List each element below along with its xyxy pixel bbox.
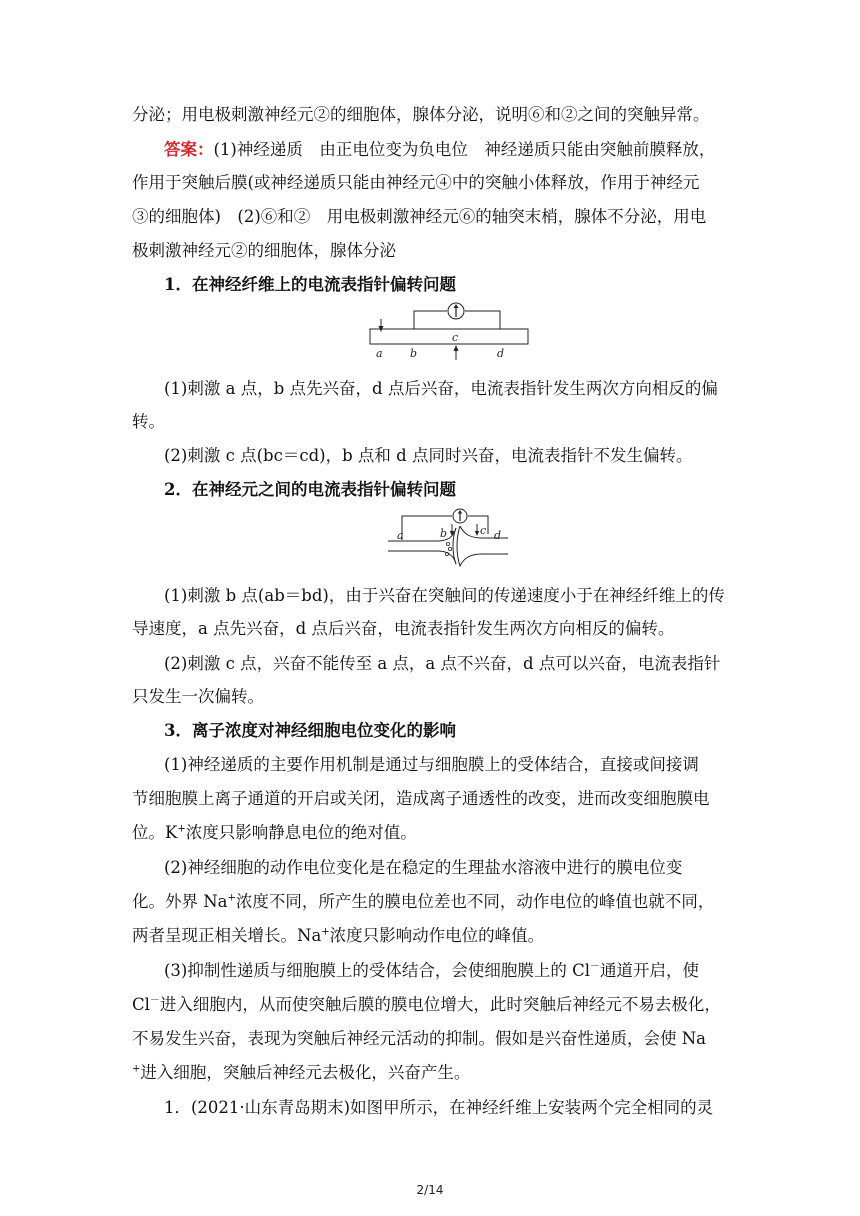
section-heading: 2．在神经元之间的电流表指针偏转问题 bbox=[164, 480, 456, 499]
text-line: +进入细胞，突触后神经元去极化，兴奋产生。 bbox=[132, 1063, 471, 1082]
text-line: 节细胞膜上离子通道的开启或关闭，造成离子通透性的改变，进而改变细胞膜电 bbox=[132, 789, 710, 808]
point-label-c: c bbox=[452, 331, 459, 344]
text-line: 只发生一次偏转。 bbox=[132, 687, 264, 706]
text-line: (2)刺激 c 点，兴奋不能传至 a 点，a 点不兴奋，d 点可以兴奋，电流表指针 bbox=[164, 654, 721, 673]
text-line: (1)刺激 b 点(ab＝bd)，由于兴奋在突触间的传递速度小于在神经纤维上的传 bbox=[164, 586, 725, 605]
text-line: Cl－进入细胞内，从而使突触后膜的膜电位增大，此时突触后神经元不易去极化， bbox=[132, 995, 721, 1014]
text-line: 不易发生兴奋，表现为突触后神经元活动的抑制。假如是兴奋性递质，会使 Na bbox=[132, 1029, 707, 1048]
point-label-c: c bbox=[480, 524, 487, 537]
point-label-b: b bbox=[440, 527, 448, 540]
point-label-a: a bbox=[376, 347, 383, 360]
text-line: (1)刺激 a 点，b 点先兴奋，d 点后兴奋，电流表指针发生两次方向相反的偏 bbox=[164, 379, 718, 398]
synapse-diagram bbox=[386, 502, 510, 572]
text-line: (2)神经细胞的动作电位变化是在稳定的生理盐水溶液中进行的膜电位变 bbox=[164, 858, 683, 877]
text-line: ③的细胞体) (2)⑥和② 用电极刺激神经元⑥的轴突末梢，腺体不分泌，用电 bbox=[132, 207, 707, 226]
meter-wire-left bbox=[414, 311, 447, 329]
nerve-fiber-diagram bbox=[368, 298, 532, 362]
text-line: 作用于突触后膜(或神经递质只能由神经元④中的突触小体释放，作用于神经元 bbox=[132, 173, 700, 192]
nerve-fiber bbox=[370, 329, 528, 344]
point-label-d: d bbox=[497, 347, 505, 360]
text-line: (3)抑制性递质与细胞膜上的受体结合，会使细胞膜上的 Cl－通道开启，使 bbox=[164, 961, 700, 980]
text-line: 化。外界 Na+浓度不同，所产生的膜电位差也不同，动作电位的峰值也就不同， bbox=[132, 892, 715, 911]
section-heading: 3．离子浓度对神经细胞电位变化的影响 bbox=[164, 721, 456, 740]
text-line: (1)神经递质的主要作用机制是通过与细胞膜上的受体结合，直接或间接调 bbox=[164, 755, 699, 774]
question-line: 1．(2021·山东青岛期末)如图甲所示，在神经纤维上安装两个完全相同的灵 bbox=[164, 1098, 714, 1117]
section-heading: 1．在神经纤维上的电流表指针偏转问题 bbox=[164, 275, 456, 294]
text-line: (2)刺激 c 点(bc＝cd)，b 点和 d 点同时兴奋，电流表指针不发生偏转。 bbox=[164, 446, 693, 465]
text-line: 导速度，a 点先兴奋，d 点后兴奋，电流表指针发生两次方向相反的偏转。 bbox=[132, 619, 675, 638]
meter-wire-right bbox=[465, 311, 500, 329]
answer-line bbox=[164, 139, 732, 161]
point-label-d: d bbox=[494, 529, 502, 542]
answer-label: 答案： bbox=[164, 140, 214, 159]
text-line: 转。 bbox=[132, 412, 165, 431]
text-line: 分泌；用电极刺激神经元②的细胞体，腺体分泌，说明⑥和②之间的突触异常。 bbox=[132, 105, 710, 124]
text-line: 两者呈现正相关增长。Na+浓度只影响动作电位的峰值。 bbox=[132, 926, 545, 945]
text-line: 位。K+浓度只影响静息电位的绝对值。 bbox=[132, 823, 417, 842]
point-label-b: b bbox=[410, 347, 418, 360]
page-number: 2/14 bbox=[416, 1183, 444, 1197]
text-line: 极刺激神经元②的细胞体，腺体分泌 bbox=[132, 241, 396, 260]
answer-text: (1)神经递质 由正电位变为负电位 神经递质只能由突触前膜释放， bbox=[213, 140, 716, 159]
point-label-a: a bbox=[397, 529, 404, 542]
